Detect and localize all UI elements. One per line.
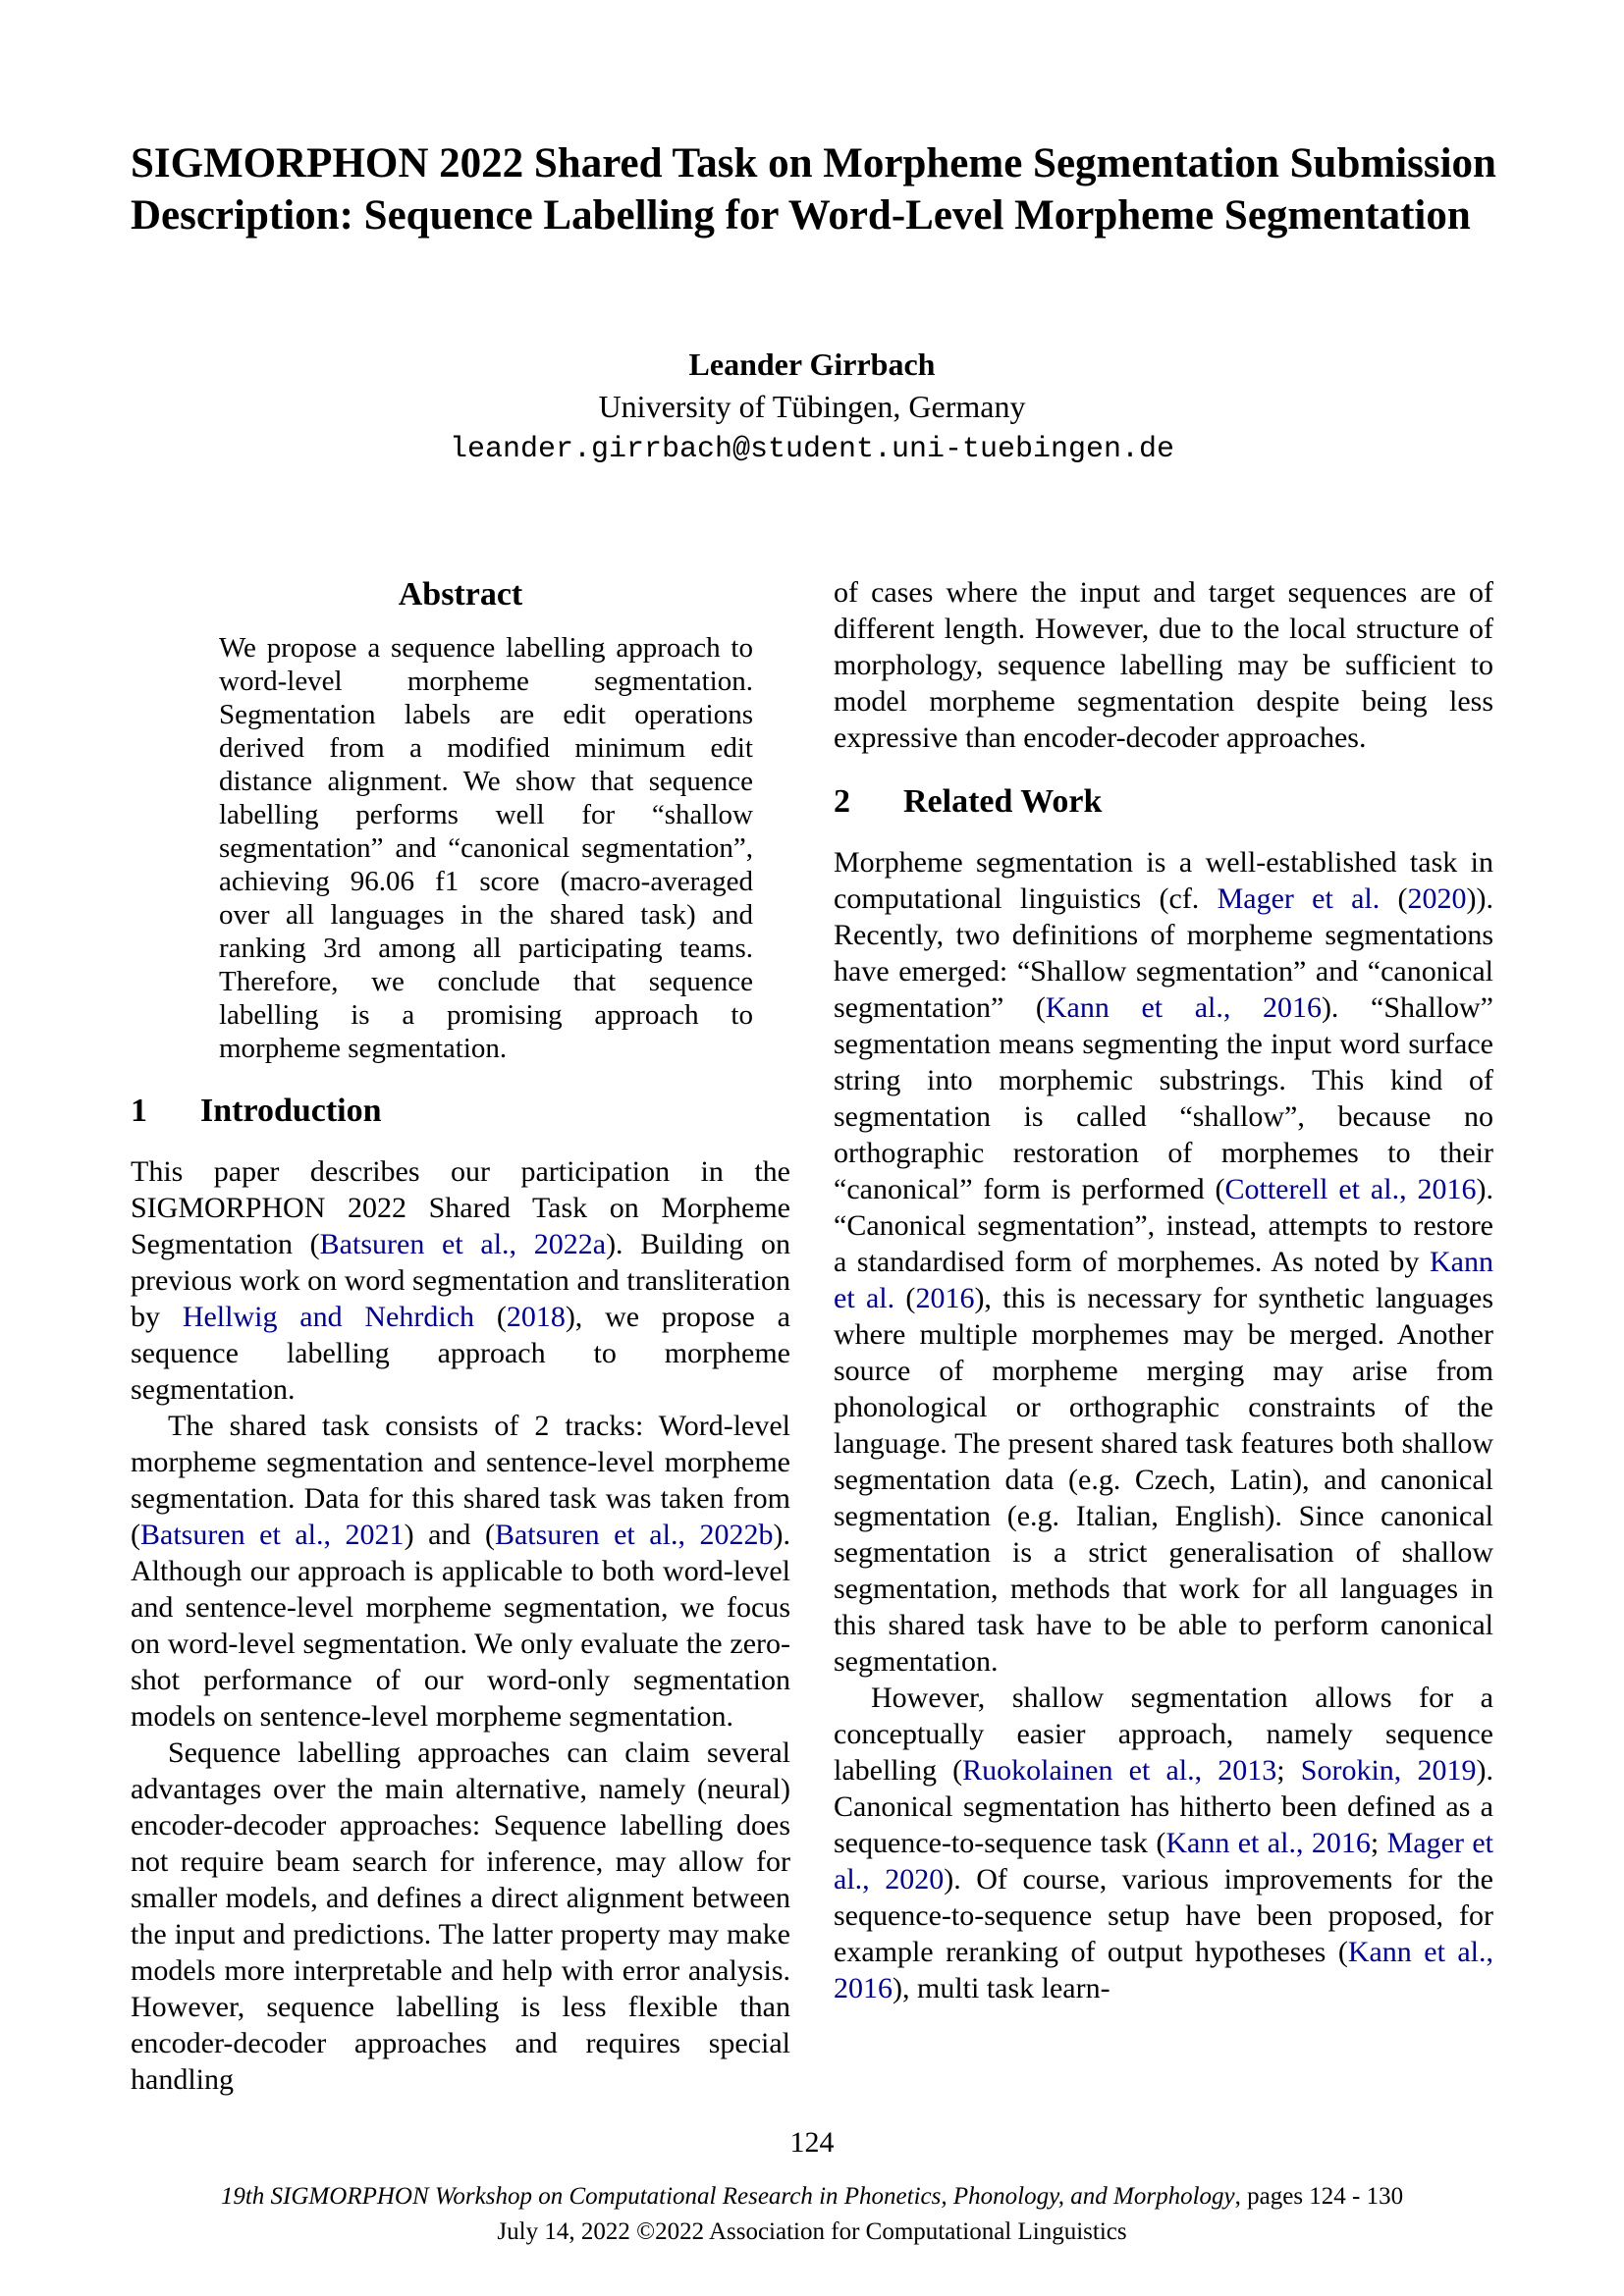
citation-link[interactable]: 2020: [1407, 882, 1467, 915]
citation-link[interactable]: Batsuren et al., 2022a: [319, 1228, 607, 1260]
citation-link[interactable]: Cotterell et al., 2016: [1224, 1173, 1477, 1205]
citation-link[interactable]: Kann et al., 2016: [834, 1936, 1494, 2004]
right-column: [834, 574, 1493, 2006]
citation-link[interactable]: Kann et al.: [834, 1246, 1493, 1314]
footer-note: [0, 2179, 1624, 2250]
author-block: [0, 344, 1624, 471]
citation-link[interactable]: Mager et al.: [1217, 882, 1380, 915]
citation-link[interactable]: Ruokolainen et al., 2013: [962, 1754, 1277, 1787]
related-work-paragraph-2: However, shallow segmentation allows for a conceptually easier approach, namely sequence labelling (Ruokolainen et al., 2013; Sorokin, 2019). Canonical segmentation has hitherto been defined as a sequence-to-sequence task (Kann et al., 2016; Mager et al., 2020). Of course, various improvements for the sequence-to-sequence setup have been proposed, for example reranking of output hypotheses (Kann et al., 2016), multi task learn-: [834, 1682, 1494, 2004]
left-column: [131, 574, 790, 2098]
author-email[interactable]: leander.girrbach@student.uni-tuebingen.de: [449, 433, 1175, 466]
intro-paragraph-3: Sequence labelling approaches can claim several advantages over the main alternative, namely (neural) encoder-decoder approaches: Sequence labelling does not require beam search for inference, may allow for smaller models, and defines a direct alignment between the input and predictions. The latter property may make models more interpretable and help with error analysis. However, sequence labelling is less flexible than encoder-decoder approaches and requires special handling: [131, 1736, 790, 2096]
section-2-heading: [834, 781, 1493, 823]
footer-line-2: July 14, 2022 ©2022 Association for Computational Linguistics: [497, 2218, 1127, 2245]
abstract-text: We propose a sequence labelling approach to word-level morpheme segmentation. Segmentation labels are edit operations derived from a modified minimum edit distance alignment. We show that sequence labelling performs well for “shallow segmentation” and “canonical segmentation”, achieving 96.06 f1 score (macro-averaged over all languages in the shared task) and ranking 3rd among all participating teams. Therefore, we conclude that sequence labelling is a promising approach to morpheme segmentation.: [219, 632, 753, 1064]
intro-paragraph-3-continued: of cases where the input and target sequences are of different length. However, due to the local structure of morphology, sequence labelling may be sufficient to model morpheme segmentation despite being less expressive than encoder-decoder approaches.: [834, 576, 1493, 754]
author-affiliation: University of Tübingen, Germany: [598, 389, 1026, 424]
citation-link[interactable]: Batsuren et al., 2022b: [494, 1519, 774, 1551]
intro-paragraph-1: This paper describes our participation in the SIGMORPHON 2022 Shared Task on Morpheme Segmentation (Batsuren et al., 2022a). Building on previous work on word segmentation and transliteration by Hellwig and Nehrdich (2018), we propose a sequence labelling approach to morpheme segmentation.: [131, 1155, 790, 1406]
section-1-number: 1: [131, 1093, 147, 1129]
citation-link[interactable]: 2018: [506, 1301, 566, 1333]
citation-link[interactable]: Mager et al., 2020: [834, 1827, 1494, 1896]
intro-paragraph-2: The shared task consists of 2 tracks: Word-level morpheme segmentation and sentence-level morpheme segmentation. Data for this shared task was taken from (Batsuren et al., 2021) and (Batsuren et al., 2022b). Although our approach is applicable to both word-level and sentence-level morpheme segmentation, we focus on word-level segmentation. We only evaluate the zero-shot performance of our word-only segmentation models on sentence-level morpheme segmentation.: [131, 1410, 790, 1733]
page-number: 124: [789, 2126, 835, 2159]
paper-title-line-1: SIGMORPHON 2022 Shared Task on Morpheme Segmentation Submission: [131, 140, 1496, 187]
footer-line-1: 19th SIGMORPHON Workshop on Computational Research in Phonetics, Phonology, and Morphology, pages 124 - 130: [220, 2183, 1404, 2210]
citation-link[interactable]: Sorokin, 2019: [1300, 1754, 1477, 1787]
section-1-title: Introduction: [200, 1093, 382, 1129]
abstract-section: [131, 574, 790, 1065]
section-1-heading: [131, 1091, 790, 1132]
citation-link[interactable]: Kann et al., 2016: [1045, 991, 1322, 1024]
citation-link[interactable]: Hellwig and Nehrdich: [182, 1301, 475, 1333]
citation-link[interactable]: Kann et al., 2016: [1165, 1827, 1371, 1859]
author-name: Leander Girrbach: [688, 347, 936, 382]
citation-link[interactable]: Batsuren et al., 2021: [140, 1519, 405, 1551]
abstract-heading: Abstract: [398, 576, 523, 613]
title-block: [131, 137, 1497, 241]
paper-title-line-2: Description: Sequence Labelling for Word-Level Morpheme Segmentation: [131, 192, 1471, 239]
section-2-number: 2: [834, 783, 850, 820]
citation-link[interactable]: 2016: [915, 1282, 975, 1314]
section-2-title: Related Work: [903, 783, 1103, 820]
related-work-paragraph-1: Morpheme segmentation is a well-established task in computational linguistics (cf. Mager et al. (2020)). Recently, two definitions of morpheme segmentations have emerged: “Shallow segmentation” and “canonical segmentation” (Kann et al., 2016). “Shallow” segmentation means segmenting the input word surface string into morphemic substrings. This kind of segmentation is called “shallow”, because no orthographic restoration of morphemes to their “canonical” form is performed (Cotterell et al., 2016). “Canonical segmentation”, instead, attempts to restore a standardised form of morphemes. As noted by Kann et al. (2016), this is necessary for synthetic languages where multiple morphemes may be merged. Another source of morpheme merging may arise from phonological or orthographic constraints of the language. The present shared task features both shallow segmentation data (e.g. Czech, Latin), and canonical segmentation (e.g. Italian, English). Since canonical segmentation is a strict generalisation of shallow segmentation, methods that work for all languages in this shared task have to be able to perform canonical segmentation.: [834, 846, 1493, 1678]
